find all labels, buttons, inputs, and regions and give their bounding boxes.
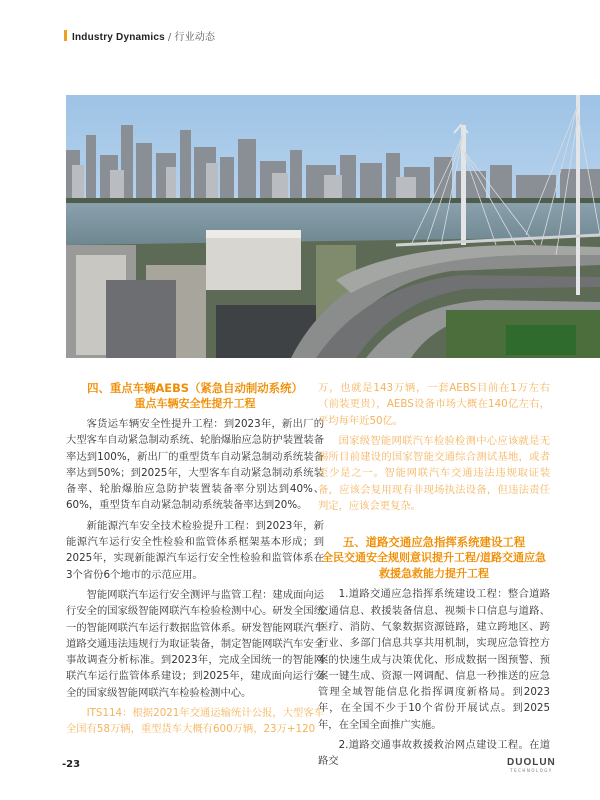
brand-name: DUOLUN [507,757,556,768]
spacer [318,518,550,534]
section-title-zh: 行业动态 [174,32,216,43]
section-header [64,28,215,43]
paragraph: 1.道路交通应急指挥系统建设工程：整合道路交通信息、救援装备信息、视频卡口信息与道路、医疗、消防、气象数据资源链路，建立跨地区、跨行业、多部门信息共享共用机制，实现应急管控方案的快速生成与决策优化、形成数据一图预警、预案一键生成、资源一网调配、信息一秒推送的应急管理全域智能信息化指挥调度新格局。到2023年，在全国不少于10个省份开展试点。到2025年，在全国全面推广实施。 [318,588,550,731]
paragraph: 智能网联汽车运行安全测评与监管工程：建成面向运行安全的国家级智能网联汽车检验检测中心。研发全国统一的智能网联汽车运行数据监管体系。研发智能网联汽车道路交通违法违规行为取证装备，制定智能网联汽车安全事故调查分析标准。到2023年，完成全国统一的智能网联汽车运行监管体系建设；到2025年，建成面向运行安全的国家级智能网联汽车检验检测中心。 [66,588,324,699]
accent-bar [64,30,67,41]
hero-photo [66,95,600,358]
paragraph: 客货运车辆安全性提升工程：到2023年，新出厂的大型客车自动紧急制动系统、轮胎爆胎应急防护装置装备率达到100%，新出厂的重型货车自动紧急制动系统装备率达到50%；到2025年，大型客车自动紧急制动系统装备率、轮胎爆胎应急防护装置装备率分别达到40%、60%，重型货车自动紧急制动系统装备率达到20%。 [66,418,324,512]
editor-note-continued: 万，也就是143万辆，一套AEBS目前在1万左右（前装更贵），AEBS设备市场大概在140亿左右，平均每年近50亿。 [318,382,550,427]
right-column [318,380,550,774]
page-number: -23 [62,759,81,770]
section-title-en: Industry Dynamics [72,32,165,43]
brand-subtitle: TECHNOLOGY [510,768,553,773]
title-separator: / [167,32,172,43]
section-subheading-4: 重点车辆安全性提升工程 [134,397,256,410]
editor-note: 国家级智能网联汽车检验检测中心应该就是无锡所目前建设的国家智能交通综合测试基地，或者至少是之一。智能网联汽车交通违法违规取证装备，应该会复用现有非现场执法设备，但违法责任判定，应该会更复杂。 [318,434,550,513]
city-bridge-photo-icon [66,95,600,358]
brand-logo [507,757,556,773]
editor-note: ITS114：根据2021年交通运输统计公报，大型客车全国有58万辆，重型货车大概有600万辆，23万+120 [66,707,324,736]
left-column [66,380,324,742]
paragraph: 2.道路交通事故救援救治网点建设工程。在道路交 [318,739,550,768]
section-heading-4: 四、重点车辆AEBS（紧急自动制动系统） [87,381,303,395]
paragraph: 新能源汽车安全技术检验提升工程：到2023年，新能源汽车运行安全性检验和监管体系框架基本形成；到2025年，实现新能源汽车运行安全性检验和监管体系在3个省份6个地市的示范应用。 [66,519,324,581]
section-heading-5: 五、道路交通应急指挥系统建设工程 [342,535,526,550]
section-subheading-5: 全民交通安全规则意识提升工程/道路交通应急救援急救能力提升工程 [321,551,547,581]
